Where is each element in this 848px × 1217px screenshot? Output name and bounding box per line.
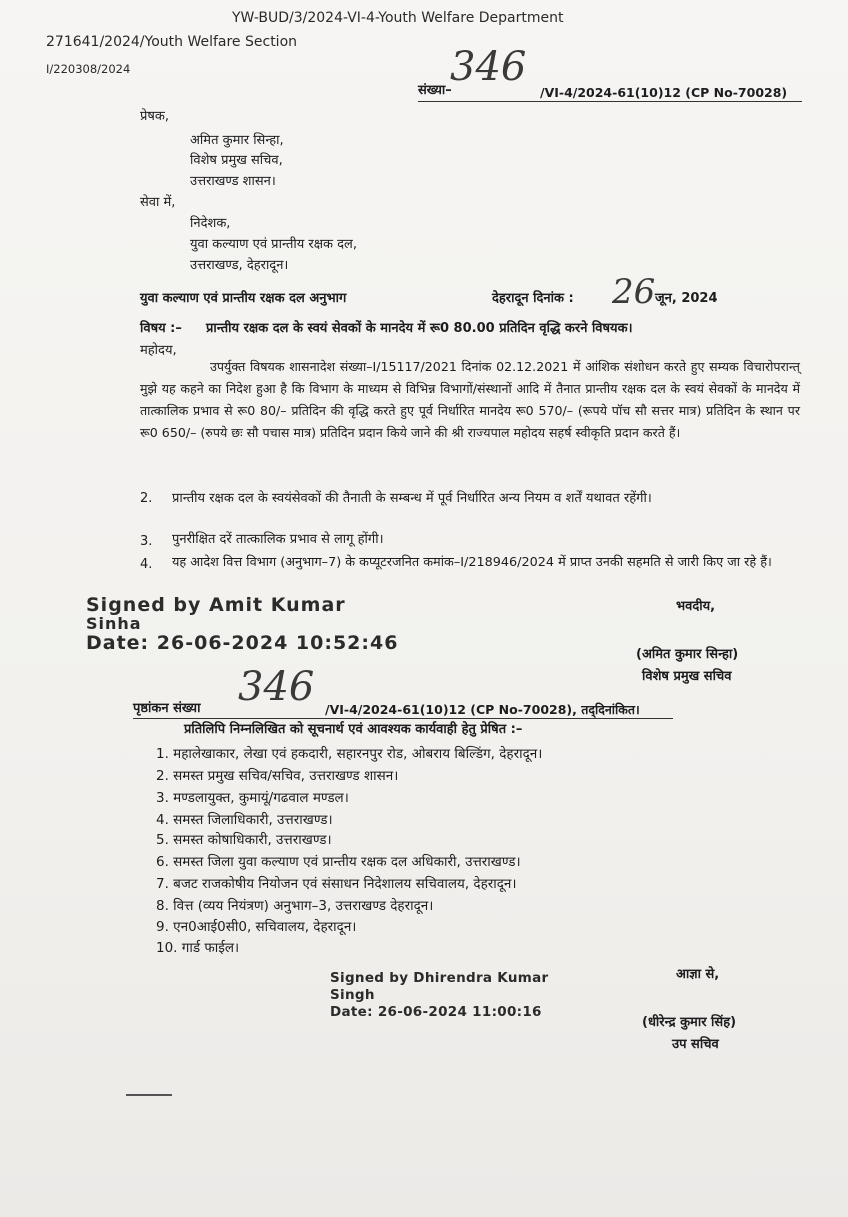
body-para-2: प्रान्तीय रक्षक दल के स्वयंसेवकों की तैनाती के सम्बन्ध में पूर्व निर्धारित अन्य नियम व शर्तें यथावत रहेंगी। (172, 491, 652, 506)
endorsement-label: पृष्ठांकन संख्या (133, 701, 201, 716)
endorsement-number-handwritten: 346 (238, 664, 315, 710)
body-para-3: पुनरीक्षित दरें तात्कालिक प्रभाव से लागू होंगी। (172, 532, 384, 547)
recipient-dept: युवा कल्याण एवं प्रान्तीय रक्षक दल, (190, 237, 358, 252)
section-name: युवा कल्याण एवं प्रान्तीय रक्षक दल अनुभाग (140, 291, 347, 306)
list-item: 5. समस्त कोषाधिकारी, उत्तराखण्ड। (156, 832, 332, 848)
recipient-place: उत्तराखण्ड, देहरादून। (190, 258, 289, 273)
number-underline (418, 101, 802, 102)
letter-number-label: संख्या– (418, 83, 452, 98)
digital-signature-2-line-2: Singh (330, 987, 375, 1003)
endorsement-intro: प्रतिलिपि निम्नलिखित को सूचनार्थ एवं आवश्यक कार्यवाही हेतु प्रेषित :– (184, 722, 523, 737)
signatory-2-name: (धीरेन्द्र कुमार सिंह) (642, 1015, 737, 1030)
salutation: महोदय, (140, 343, 177, 358)
para-3-number: 3. (140, 534, 153, 549)
digital-signature-1-line-1: Signed by Amit Kumar (86, 594, 346, 616)
footer-mark (126, 1094, 172, 1096)
date-month-year: जून, 2024 (655, 291, 718, 306)
ref-line-1: YW-BUD/3/2024-VI-4-Youth Welfare Department (232, 10, 564, 26)
para-4-number: 4. (140, 557, 153, 572)
endorsement-code: /VI-4/2024-61(10)12 (CP No-70028), तद्‌दिनांकित। (325, 702, 640, 717)
list-item: 4. समस्त जिलाधिकारी, उत्तराखण्ड। (156, 812, 333, 828)
place-date-label: देहरादून दिनांक : (492, 291, 574, 306)
digital-signature-2-line-1: Signed by Dhirendra Kumar (330, 970, 549, 986)
closing-2: आज्ञा से, (676, 967, 720, 982)
list-item: 7. बजट राजकोषीय नियोजन एवं संसाधन निदेशालय सचिवालय, देहरादून। (156, 876, 517, 892)
recipient-title: निदेशक, (190, 216, 231, 231)
sender-office: उत्तराखण्ड शासन। (190, 174, 276, 189)
date-day-handwritten: 26 (612, 272, 656, 312)
subject-text: प्रान्तीय रक्षक दल के स्वयं सेवकों के मानदेय में रू0 80.00 प्रतिदिन वृद्धि करने विषयक। (206, 321, 633, 336)
letter-number-handwritten: 346 (450, 44, 527, 90)
recipient-label: सेवा में, (140, 195, 176, 210)
signatory-1-name: (अमित कुमार सिन्हा) (636, 647, 739, 662)
list-item: 2. समस्त प्रमुख सचिव/सचिव, उत्तराखण्ड शासन। (156, 768, 399, 784)
ref-line-2: 271641/2024/Youth Welfare Section (46, 34, 298, 50)
digital-signature-1-line-2: Sinha (86, 614, 142, 633)
list-item: 10. गार्ड फाईल। (156, 940, 240, 956)
list-item: 1. महालेखाकार, लेखा एवं हकदारी, सहारनपुर रोड, ओबराय बिल्डिंग, देहरादून। (156, 746, 543, 762)
subject-label: विषय :– (140, 321, 182, 336)
ref-line-3: I/220308/2024 (46, 62, 131, 76)
list-item: 8. वित्त (व्यय नियंत्रण) अनुभाग–3, उत्तराखण्ड देहरादून। (156, 898, 434, 914)
body-para-4: यह आदेश वित्त विभाग (अनुभाग–7) के कप्यूटरजनित कमांक–I/218946/2024 में प्राप्त उनकी सहमति से जारी किए जा रहे हैं। (172, 555, 772, 570)
sender-name: अमित कुमार सिन्हा, (190, 133, 284, 148)
signatory-1-designation: विशेष प्रमुख सचिव (642, 669, 732, 684)
sender-label: प्रेषक, (140, 109, 170, 124)
body-para-1: उपर्युक्त विषयक शासनादेश संख्या–I/15117/2021 दिनांक 02.12.2021 में आंशिक संशोधन करते हुए सम्यक विचारोपरान्त् मुझे यह कहने का निदेश हुआ है कि विभाग के माध्यम से विभिन्न विभागों/संस्थानों आदि में तैनात प्रान्तीय रक्षक दल के स्वयं सेवकों के मानदेय में तात्कालिक प्रभाव से रू0 80/– प्रतिदिन की वृद्धि करते हुए पूर्व निर्धारित मानदेय रू0 570/– (रूपये पॉच सौ सत्तर मात्र) प्रतिदिन के स्थान पर रू0 650/– (रुपये छः सौ पचास मात्र) प्रतिदिन प्रदान किये जाने की श्री राज्यपाल महोदय सहर्ष स्वीकृति प्रदान करते हैं। (140, 359, 800, 440)
endorsement-underline (133, 718, 673, 719)
list-item: 9. एन0आई0सी0, सचिवालय, देहरादून। (156, 919, 357, 935)
para-2-number: 2. (140, 491, 153, 506)
digital-signature-1-date: Date: 26-06-2024 10:52:46 (86, 632, 399, 654)
letter-number-code: /VI-4/2024-61(10)12 (CP No-70028) (540, 85, 788, 100)
digital-signature-2-date: Date: 26-06-2024 11:00:16 (330, 1004, 542, 1020)
closing-1: भवदीय, (676, 599, 716, 614)
sender-designation: विशेष प्रमुख सचिव, (190, 153, 283, 168)
list-item: 3. मण्डलायुक्त, कुमायूं/गढवाल मण्डल। (156, 790, 349, 806)
list-item: 6. समस्त जिला युवा कल्याण एवं प्रान्तीय रक्षक दल अधिकारी, उत्तराखण्ड। (156, 854, 521, 870)
signatory-2-designation: उप सचिव (672, 1037, 719, 1052)
